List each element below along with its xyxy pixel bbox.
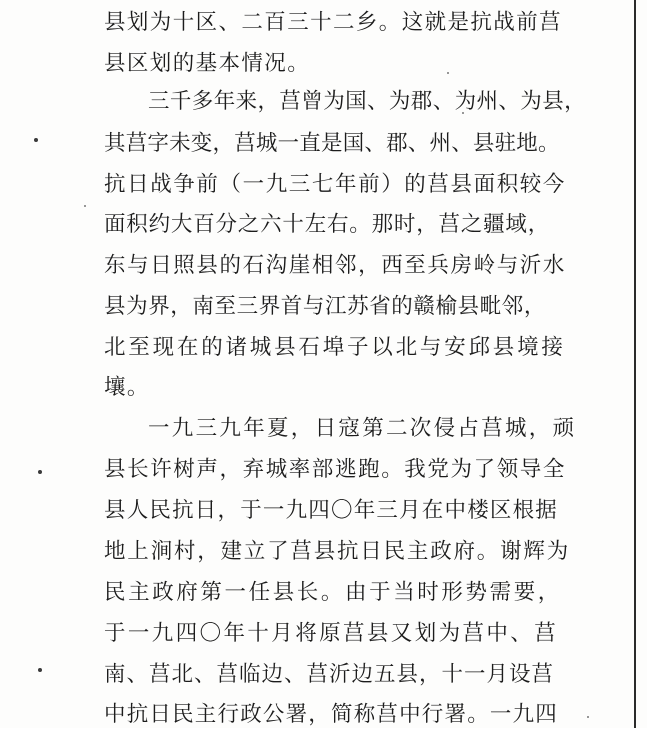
scan-speck <box>84 205 86 207</box>
text-line: 中抗日民主行政公署，简称莒中行署。一九四 <box>104 702 559 727</box>
margin-mark <box>34 138 38 142</box>
text-line: 于一九四〇年十月将原莒县又划为莒中、莒 <box>104 621 559 646</box>
scan-speck <box>587 716 589 718</box>
text-line: 地上涧村，建立了莒县抗日民主政府。谢辉为 <box>104 539 571 564</box>
text-line: 县为界，南至三界首与江苏省的赣榆县毗邻， <box>104 294 547 319</box>
text-line: 县划为十区、二百三十二乡。这就是抗战前莒 <box>104 10 563 35</box>
page-edge-rule <box>634 0 636 728</box>
text-line: 壤。 <box>104 375 150 400</box>
margin-mark <box>38 470 42 474</box>
text-line: 县人民抗日，于一九四〇年三月在中楼区根据 <box>104 498 559 523</box>
text-line: 面积约大百分之六十左右。那时，莒之疆域， <box>104 212 551 237</box>
text-line: 民主政府第一任县长。由于当时形势需要， <box>104 580 562 605</box>
margin-mark <box>38 668 42 672</box>
text-line: 抗日战争前（一九三七年前）的莒县面积较今 <box>104 172 567 197</box>
text-line: 东与日照县的石沟崖相邻，西至兵房岭与沂水 <box>104 253 567 278</box>
text-line: 其莒字未变，莒城一直是国、郡、州、县驻地。 <box>104 131 560 156</box>
text-line: 县长许树声，弃城率部逃跑。我党为了领导全 <box>104 457 567 482</box>
text-line: 北至现在的诸城县石埠子以北与安邱县境接 <box>104 335 566 360</box>
text-line: 三千多年来，莒曾为国、为郡、为州、为县， <box>148 89 587 114</box>
text-line: 县区划的基本情况。 <box>104 51 311 76</box>
text-line: 南、莒北、莒临边、莒沂边五县，十一月设莒 <box>104 662 555 687</box>
text-line: 一九三九年夏，日寇第二次侵占莒城，顽 <box>148 416 577 441</box>
scan-speck <box>447 72 449 74</box>
